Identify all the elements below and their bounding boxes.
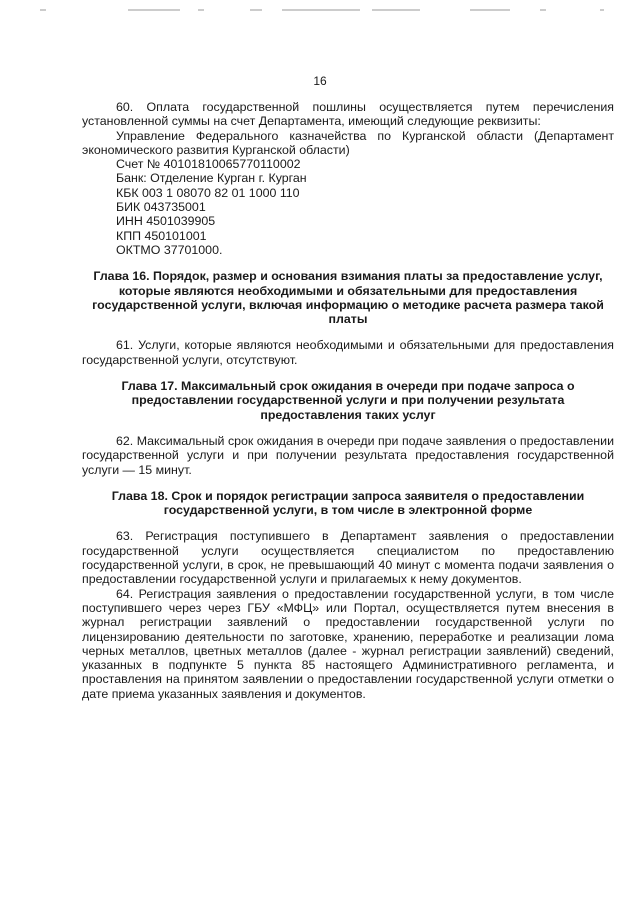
chapter-17-heading: Глава 17. Максимальный срок ожидания в очереди при подаче запроса о предоставлении государственной услуги и при получении результата предоставления таких услуг xyxy=(121,379,575,422)
payment-detail-inn: ИНН 4501039905 xyxy=(116,214,216,229)
payment-detail-oktmo: ОКТМО 37701000. xyxy=(116,242,223,257)
chapter-18-heading: Глава 18. Срок и порядок регистрации запроса заявителя о предоставлении государственной услуги, в том числе в электронной форме xyxy=(111,488,585,518)
paragraph-63: 63. Регистрация поступившего в Департамент заявления о предоставлении государственной услуги осуществляется специалистом по предоставлению государственной услуги, в срок, не превышающий 40 минут с момента подачи заявления о предоставлении государственной услуги и прилагаемых к нему документов. xyxy=(82,529,614,587)
payment-detail-bik: БИК 043735001 xyxy=(116,200,206,215)
payment-recipient: Управление Федерального казначейства по Курганской области (Департамент экономического развития Курганской области) xyxy=(82,128,614,157)
payment-detail-account: Счет № 40101810065770110002 xyxy=(116,157,301,172)
payment-detail-kpp: КПП 450101001 xyxy=(116,228,207,243)
paragraph-61: 61. Услуги, которые являются необходимыми и обязательными для предоставления государственной услуги, отсутствуют. xyxy=(82,338,614,367)
payment-detail-bank: Банк: Отделение Курган г. Курган xyxy=(116,171,307,186)
paragraph-64: 64. Регистрация заявления о предоставлении государственной услуги, в том числе поступившего через через ГБУ «МФЦ» или Портал, осуществляется путем внесения в журнал регистрации заявлений о предоставлении государственной услуги по лицензированию деятельности по заготовке, хранению, переработке и реализации лома черных металлов, цветных металлов (далее - журнал регистрации заявлений) сведений, указанных в подпункте 5 пункта 85 настоящего Административного регламента, и проставления на принятом заявлении о предоставлении государственной услуги отметки о дате приема указанных заявления и документов. xyxy=(82,586,614,701)
chapter-16-heading: Глава 16. Порядок, размер и основания взимания платы за предоставление услуг, которые являются необходимыми и обязательными для предоставления государственной услуги, включая информацию о методике расчета размера такой платы xyxy=(92,269,604,327)
payment-details xyxy=(82,157,614,257)
page-number: 16 xyxy=(313,74,327,88)
scan-artifact-top-edge xyxy=(0,0,640,22)
document-body xyxy=(82,100,614,701)
paragraph-60-intro: 60. Оплата государственной пошлины осуществляется путем перечисления установленной суммы на счет Департамента, имеющий следующие реквизиты: xyxy=(82,100,614,129)
paragraph-62: 62. Максимальный срок ожидания в очереди при подаче заявления о предоставлении государственной услуги и при получении результата предоставления государственной услуги — 15 минут. xyxy=(82,433,614,477)
payment-detail-kbk: КБК 003 1 08070 82 01 1000 110 xyxy=(116,185,300,200)
